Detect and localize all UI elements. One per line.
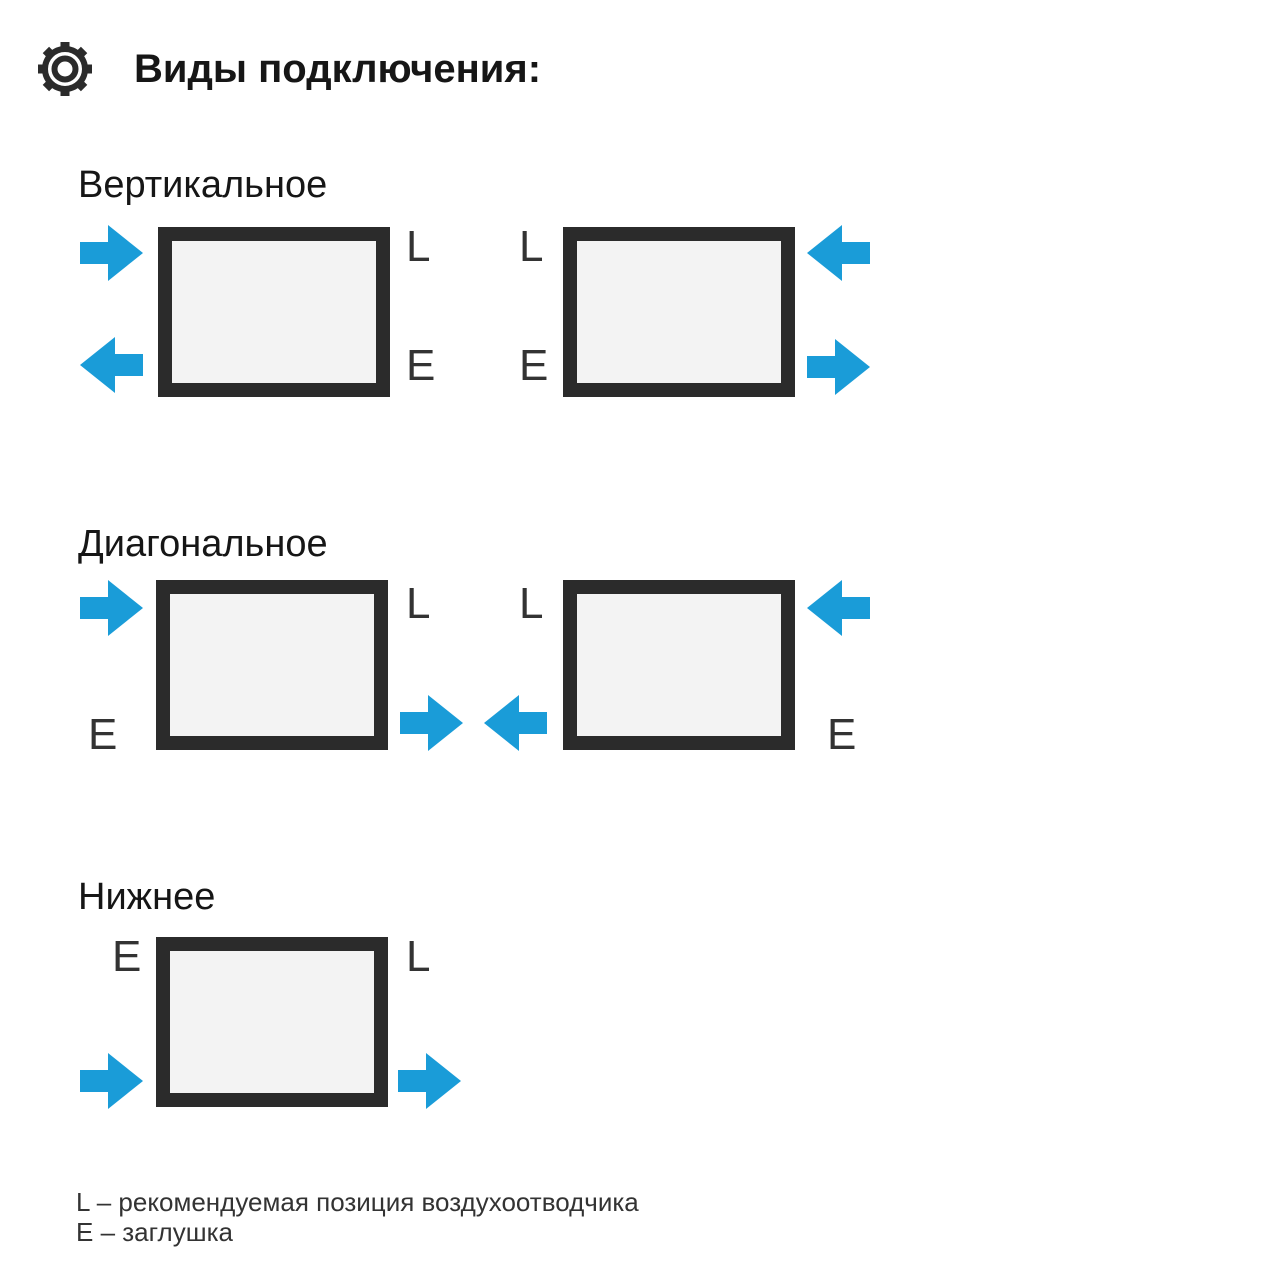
inlet-arrow-right-icon — [80, 225, 143, 281]
outlet-arrow-right-icon — [400, 695, 463, 751]
outlet-arrow-right-icon — [807, 339, 870, 395]
inlet-arrow-right-icon — [80, 1053, 143, 1109]
radiator-diagonal-left — [156, 580, 388, 750]
inlet-arrow-left-icon — [807, 580, 870, 636]
inlet-arrow-left-icon — [807, 225, 870, 281]
port-label-e: E — [827, 710, 857, 759]
radiator-diagonal-right — [563, 580, 795, 750]
port-label-l: L — [519, 222, 544, 271]
port-label-l: L — [519, 579, 544, 628]
port-label-e: E — [519, 341, 549, 390]
section-title-bottom: Нижнее — [78, 876, 216, 918]
page-title: Виды подключения: — [134, 47, 542, 91]
radiator-vertical-left — [158, 227, 390, 397]
port-label-l: L — [406, 222, 431, 271]
port-label-e: E — [112, 932, 142, 981]
port-label-l: L — [406, 932, 431, 981]
section-title-vertical: Вертикальное — [78, 164, 328, 206]
inlet-arrow-right-icon — [80, 580, 143, 636]
outlet-arrow-left-icon — [80, 337, 143, 393]
gear-icon — [36, 40, 94, 98]
section-title-diagonal: Диагональное — [78, 523, 328, 565]
radiator-vertical-right — [563, 227, 795, 397]
port-label-l: L — [406, 579, 431, 628]
outlet-arrow-left-icon — [484, 695, 547, 751]
outlet-arrow-right-icon — [398, 1053, 461, 1109]
radiator-bottom — [156, 937, 388, 1107]
legend-line-e: E – заглушка — [76, 1217, 233, 1247]
legend-line-l: L – рекомендуемая позиция воздухоотводчика — [76, 1187, 639, 1217]
port-label-e: E — [406, 341, 436, 390]
port-label-e: E — [88, 710, 118, 759]
